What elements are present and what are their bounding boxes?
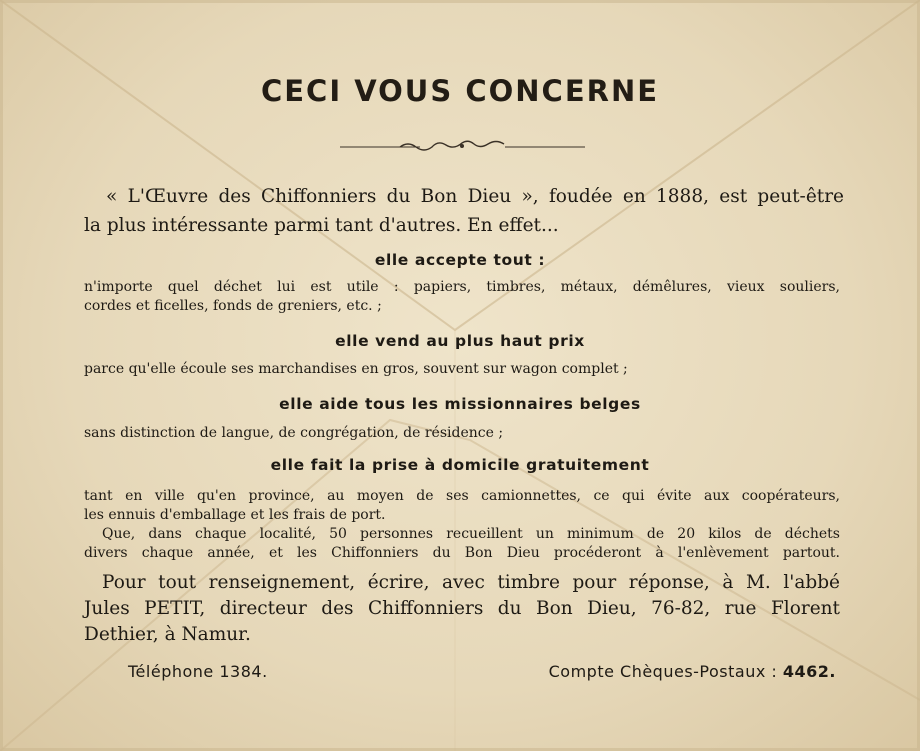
section-text-line: divers chaque année, et les Chiffonniers du Bon Dieu procéderont à l'enlèvement partout.	[84, 545, 840, 561]
section-text-accepts	[84, 278, 840, 316]
telephone: Téléphone 1384.	[128, 662, 268, 681]
section-text-line: cordes et ficelles, fonds de greniers, etc. ;	[84, 298, 382, 314]
cheque-number: 4462.	[782, 662, 836, 681]
section-heading-sells: elle vend au plus haut prix	[335, 332, 585, 350]
intro-paragraph	[84, 182, 844, 240]
cheque-label: Compte Chèques-Postaux :	[548, 662, 778, 681]
intro-line-2: la plus intéressante parmi tant d'autres. En effet...	[84, 215, 559, 236]
contact-line-3: Dethier, à Namur.	[84, 624, 251, 645]
section-text-missionaries	[84, 424, 840, 443]
section-text-line: sans distinction de langue, de congrégation, de résidence ;	[84, 425, 504, 441]
intro-line-1: « L'Œuvre des Chiffonniers du Bon Dieu », foudée en 1888, est peut-être	[106, 186, 844, 207]
section-text-sells	[84, 360, 840, 379]
section-text-line: n'importe quel déchet lui est utile : papiers, timbres, métaux, démêlures, vieux souliers,	[84, 279, 840, 295]
section-text-line: parce qu'elle écoule ses marchandises en gros, souvent sur wagon complet ;	[84, 361, 628, 377]
section-heading-missionaries: elle aide tous les missionnaires belges	[279, 395, 641, 413]
section-text-line: tant en ville qu'en province, au moyen de ses camionnettes, ce qui évite aux coopérateurs,	[84, 488, 840, 504]
section-heading-accepts: elle accepte tout :	[374, 251, 546, 269]
contact-paragraph	[84, 570, 840, 648]
section-heading-pickup: elle fait la prise à domicile gratuitement	[270, 456, 650, 474]
section-text-line: Que, dans chaque localité, 50 personnes recueillent un minimum de 20 kilos de déchets	[102, 526, 840, 542]
page-title: CECI VOUS CONCERNE	[260, 74, 660, 108]
postal-cheque-account	[549, 662, 836, 681]
section-text-pickup	[84, 487, 840, 563]
contact-line-2: Jules PETIT, directeur des Chiffonniers du Bon Dieu, 76-82, rue Florent	[84, 598, 840, 619]
section-text-line: les ennuis d'emballage et les frais de port.	[84, 507, 386, 523]
decorative-ornament	[340, 138, 585, 156]
contact-line-1: Pour tout renseignement, écrire, avec timbre pour réponse, à M. l'abbé	[102, 572, 840, 593]
